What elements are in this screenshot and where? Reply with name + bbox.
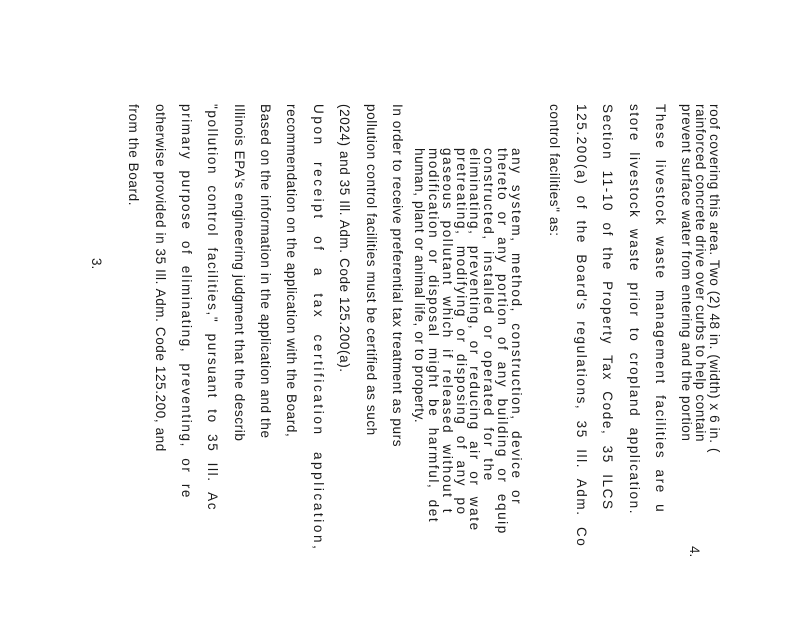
paragraph-number: 3. bbox=[89, 258, 104, 270]
text-line: (2024) and 35 Ill. Adm. Code 125.200(a). bbox=[337, 104, 352, 373]
text-line: Illinois EPA's engineering judgment that the describ bbox=[232, 104, 247, 442]
quote-line: any system, method, construction, device or bbox=[509, 148, 524, 506]
quote-line: human, plant or animal life, or to property. bbox=[412, 148, 427, 424]
text-line: pollution control facilities must be certified as such bbox=[364, 104, 379, 436]
quote-line: thereto or any portion of any building or equip bbox=[495, 148, 510, 535]
quote-line: pretreating, modifying or disposing of any po bbox=[454, 148, 469, 516]
text-line: primary purpose of eliminating, preventing, or re bbox=[179, 104, 194, 500]
paragraph-number: 4. bbox=[687, 546, 702, 558]
text-line: rainforced concrete drive over curbs to help contain bbox=[693, 104, 708, 443]
text-line: roof covering this area. Two (2) 48 in. (width) x 6 in. ( bbox=[707, 104, 722, 454]
text-line: "pollution control facilities," pursuant to 35 Ill. Ac bbox=[205, 104, 220, 512]
text-line: control facilities" as: bbox=[547, 104, 562, 237]
text-line: Based on the information in the application and the bbox=[258, 104, 273, 439]
text-line: store livestock waste prior to cropland application. bbox=[627, 104, 642, 516]
quote-line: eliminating, preventing, or reducing air or wate bbox=[467, 148, 482, 532]
text-line: prevent surface water from entering and the portion bbox=[679, 104, 694, 442]
quote-line: constructed, installed or operated for the bbox=[481, 148, 496, 482]
text-line: otherwise provided in 35 Ill. Adm. Code 125.200, and bbox=[153, 104, 168, 452]
text-line: recommendation on the application with the Board, bbox=[284, 104, 299, 438]
text-line: 125.200(a) of the Board's regulations, 35 Ill. Adm. Co bbox=[574, 104, 589, 548]
quote-line: modification or disposal might be harmful, det bbox=[426, 148, 441, 524]
text-line: Upon receipt of a tax certification application, bbox=[311, 104, 326, 552]
text-line: from the Board. bbox=[126, 104, 141, 207]
text-line: Section 11-10 of the Property Tax Code, 35 ILCS bbox=[600, 104, 615, 511]
quote-line: gaseous pollutant which if released without t bbox=[440, 148, 455, 515]
text-line: These livestock waste management facilities are u bbox=[653, 104, 668, 514]
text-line: In order to receive preferential tax treatment as purs bbox=[390, 104, 405, 448]
